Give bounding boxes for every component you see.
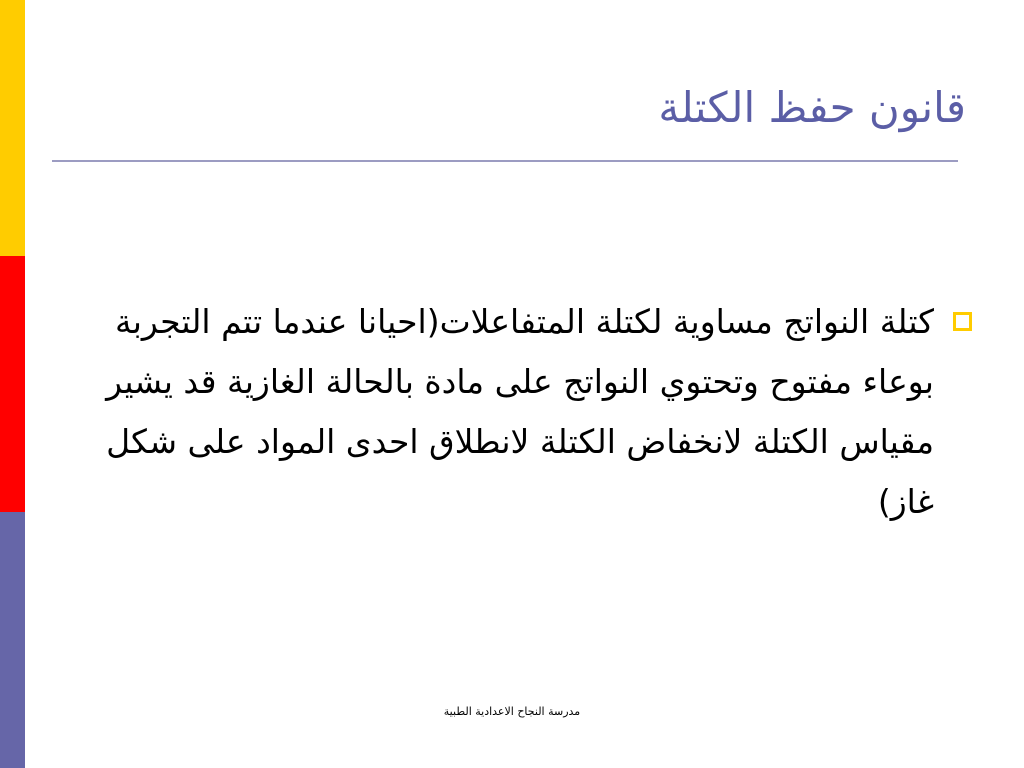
side-bar-yellow — [0, 0, 25, 256]
side-bar-blue — [0, 512, 25, 768]
slide-title: قانون حفظ الكتلة — [658, 83, 966, 132]
bullet-text: كتلة النواتج مساوية لكتلة المتفاعلات(احيانا عندما تتم التجربة بوعاء مفتوح وتحتوي النواتج على مادة بالحالة الغازية قد يشير مقياس الكتلة لانخفاض الكتلة لانطلاق احدى المواد على شكل غاز) — [106, 302, 934, 521]
slide-footer: مدرسة النجاح الاعدادية الطبية — [443, 705, 581, 718]
hollow-square-bullet-icon — [953, 312, 972, 331]
bullet-list — [92, 292, 972, 532]
side-bar-red — [0, 256, 25, 512]
title-divider — [52, 160, 958, 162]
